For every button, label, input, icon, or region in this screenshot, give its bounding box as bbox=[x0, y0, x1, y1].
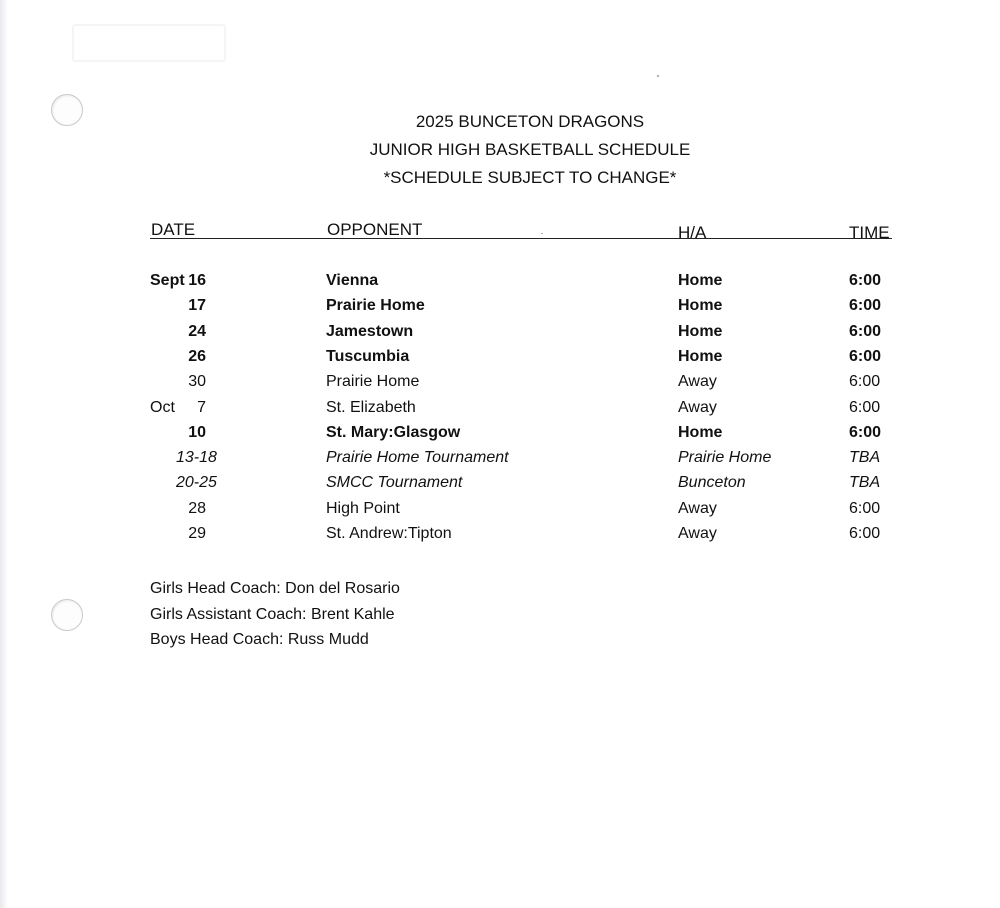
game-home-away: Away bbox=[678, 499, 717, 517]
game-home-away: Home bbox=[678, 272, 723, 289]
scan-speck bbox=[657, 75, 659, 77]
coach-girls-head: Girls Head Coach: Don del Rosario bbox=[150, 580, 400, 597]
table-row bbox=[0, 323, 1000, 348]
game-day: 29 bbox=[188, 525, 206, 542]
punch-hole-top bbox=[51, 94, 83, 126]
game-opponent: Prairie Home Tournament bbox=[326, 449, 509, 467]
title-line-schedule: JUNIOR HIGH BASKETBALL SCHEDULE bbox=[369, 140, 691, 159]
game-month: Oct bbox=[150, 398, 175, 416]
coaches-list bbox=[150, 576, 400, 653]
table-row bbox=[0, 500, 1000, 525]
game-day: 17 bbox=[188, 297, 206, 315]
game-time: 6:00 bbox=[849, 297, 882, 315]
table-row bbox=[0, 399, 1000, 424]
game-opponent: Prairie Home bbox=[326, 373, 420, 391]
game-home-away: Bunceton bbox=[678, 474, 746, 492]
header-home-away: H/A bbox=[678, 223, 707, 242]
game-home-away: Home bbox=[678, 423, 723, 441]
game-home-away: Prairie Home bbox=[678, 449, 772, 467]
game-day: 24 bbox=[188, 322, 206, 340]
game-time: 6:00 bbox=[849, 423, 882, 441]
table-row bbox=[0, 348, 1000, 373]
schedule-title bbox=[300, 108, 760, 192]
coach-girls-assistant: Girls Assistant Coach: Brent Kahle bbox=[150, 605, 395, 623]
game-day: 20-25 bbox=[176, 474, 217, 492]
game-home-away: Away bbox=[678, 525, 717, 542]
game-opponent: Tuscumbia bbox=[326, 347, 410, 365]
game-opponent: Vienna bbox=[326, 272, 379, 289]
game-day: 16 bbox=[188, 272, 206, 289]
game-opponent: High Point bbox=[326, 499, 400, 517]
game-home-away: Home bbox=[678, 322, 723, 340]
game-time: TBA bbox=[849, 474, 881, 492]
table-row bbox=[0, 525, 1000, 550]
table-row bbox=[0, 272, 1000, 297]
game-home-away: Home bbox=[678, 297, 723, 315]
header-date: DATE bbox=[151, 220, 196, 239]
game-time: TBA bbox=[849, 449, 881, 467]
game-opponent: St. Elizabeth bbox=[326, 398, 416, 416]
table-row bbox=[0, 373, 1000, 398]
title-line-notice: *SCHEDULE SUBJECT TO CHANGE* bbox=[383, 168, 677, 187]
title-line-team: 2025 BUNCETON DRAGONS bbox=[415, 112, 645, 131]
game-day: 30 bbox=[188, 373, 206, 391]
table-row bbox=[0, 297, 1000, 322]
table-row bbox=[0, 424, 1000, 449]
table-row bbox=[0, 449, 1000, 474]
game-time: 6:00 bbox=[849, 373, 881, 391]
game-day: 10 bbox=[188, 423, 206, 441]
game-home-away: Away bbox=[678, 373, 717, 391]
header-time: TIME bbox=[849, 223, 890, 242]
game-day: 26 bbox=[188, 347, 206, 365]
game-opponent: SMCC Tournament bbox=[326, 474, 463, 492]
faint-stamp-mark bbox=[72, 24, 226, 62]
header-underline bbox=[150, 238, 892, 239]
game-day: 7 bbox=[197, 398, 206, 416]
game-opponent: Jamestown bbox=[326, 322, 414, 340]
game-opponent: St. Mary:Glasgow bbox=[326, 423, 461, 441]
game-home-away: Away bbox=[678, 398, 717, 416]
game-time: 6:00 bbox=[849, 398, 881, 416]
table-row bbox=[0, 474, 1000, 499]
punch-hole-bottom bbox=[51, 599, 83, 631]
game-time: 6:00 bbox=[849, 322, 882, 340]
game-day: 13-18 bbox=[176, 449, 217, 467]
game-time: 6:00 bbox=[849, 272, 882, 289]
header-opponent: OPPONENT bbox=[327, 220, 423, 239]
coach-boys-head: Boys Head Coach: Russ Mudd bbox=[150, 631, 369, 648]
game-month: Sept bbox=[150, 272, 185, 289]
game-opponent: St. Andrew:Tipton bbox=[326, 525, 452, 542]
scan-speck bbox=[541, 233, 543, 234]
game-time: 6:00 bbox=[849, 525, 881, 542]
game-home-away: Home bbox=[678, 347, 723, 365]
game-time: 6:00 bbox=[849, 499, 881, 517]
game-time: 6:00 bbox=[849, 347, 882, 365]
game-opponent: Prairie Home bbox=[326, 297, 425, 315]
game-day: 28 bbox=[188, 499, 206, 517]
